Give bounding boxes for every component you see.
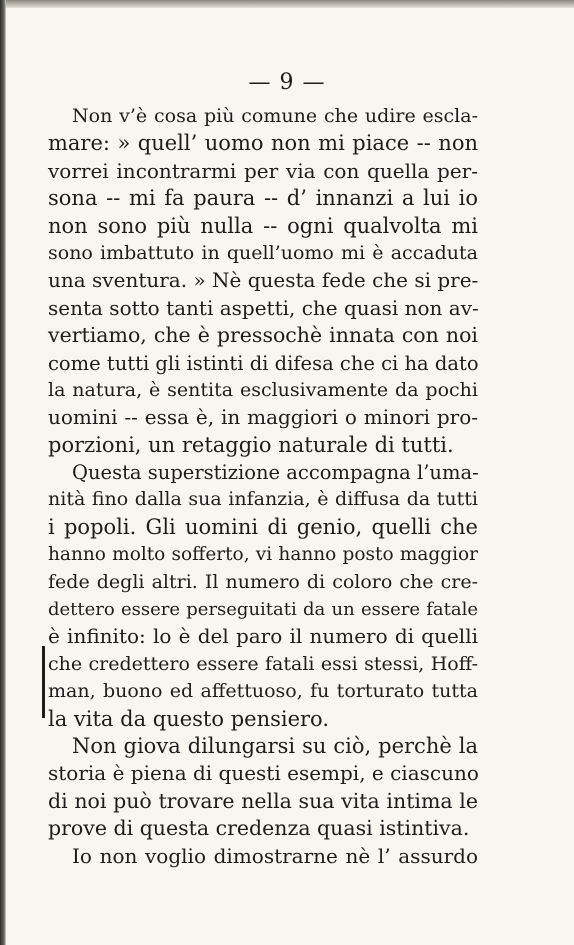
- text-line: senta sotto tanti aspetti, che quasi non av-: [48, 295, 479, 320]
- text-line: la vita da questo pensiero.: [48, 706, 329, 731]
- text-line: sono imbattuto in quell’uomo mi è accaduta: [48, 241, 478, 264]
- book-binding-edge: [0, 0, 6, 945]
- text-line: Non giova dilungarsi su ciò, perchè la: [72, 733, 478, 758]
- text-line: la natura, è sentita esclusivamente da pochi: [48, 378, 478, 401]
- text-line: uomini -- essa è, in maggiori o minori pro-: [48, 405, 478, 430]
- text-line: non sono più nulla -- ogni qualvolta mi: [48, 213, 478, 238]
- text-line: Questa superstizione accompagna l’uma-: [72, 461, 479, 485]
- text-line: sona -- mi fa paura -- d’ innanzi a lui io: [48, 186, 478, 211]
- text-line: storia è piena di questi esempi, e ciascuno: [48, 761, 479, 786]
- text-line: man, buono ed affettuoso, fu torturato tutta: [48, 680, 478, 703]
- margin-mark: [42, 646, 45, 718]
- text-line: di noi può trovare nella sua vita intima le: [48, 788, 478, 813]
- text-line: fede degli altri. Il numero di coloro che cre-: [48, 570, 478, 593]
- text-line: hanno molto sofferto, vi hanno posto maggior: [48, 544, 478, 566]
- text-line: che credettero essere fatali essi stessi, Hoff-: [48, 652, 478, 675]
- text-line: una sventura. » Nè questa fede che si pre-: [48, 268, 479, 293]
- text-line: i popoli. Gli uomini di genio, quelli che: [48, 514, 478, 539]
- text-line: porzioni, un retaggio naturale di tutti.: [48, 432, 454, 457]
- text-line: prove di questa credenza quasi istintiva.: [48, 816, 470, 841]
- text-line: mare: » quell’ uomo non mi piace -- non: [48, 131, 478, 156]
- text-line: Non v’è cosa più comune che udire escla-: [72, 105, 478, 127]
- text-line: vertiamo, che è pressochè innata con noi: [48, 323, 478, 348]
- text-line: come tutti gli istinti di difesa che ci ha dato: [48, 351, 479, 375]
- body-text: [48, 103, 478, 870]
- text-line: Io non voglio dimostrarne nè l’ assurdo: [72, 843, 478, 868]
- text-line: vorrei incontrarmi per via con quella per-: [48, 158, 478, 183]
- text-line: è infinito: lo è del paro il numero di quelli: [48, 624, 478, 649]
- page-number: — 9 —: [248, 70, 326, 95]
- text-line: dettero essere perseguitati da un essere fatale: [48, 599, 478, 621]
- text-line: nità fino dalla sua infanzia, è diffusa da tutti: [48, 488, 478, 511]
- page-top-edge: [0, 0, 574, 8]
